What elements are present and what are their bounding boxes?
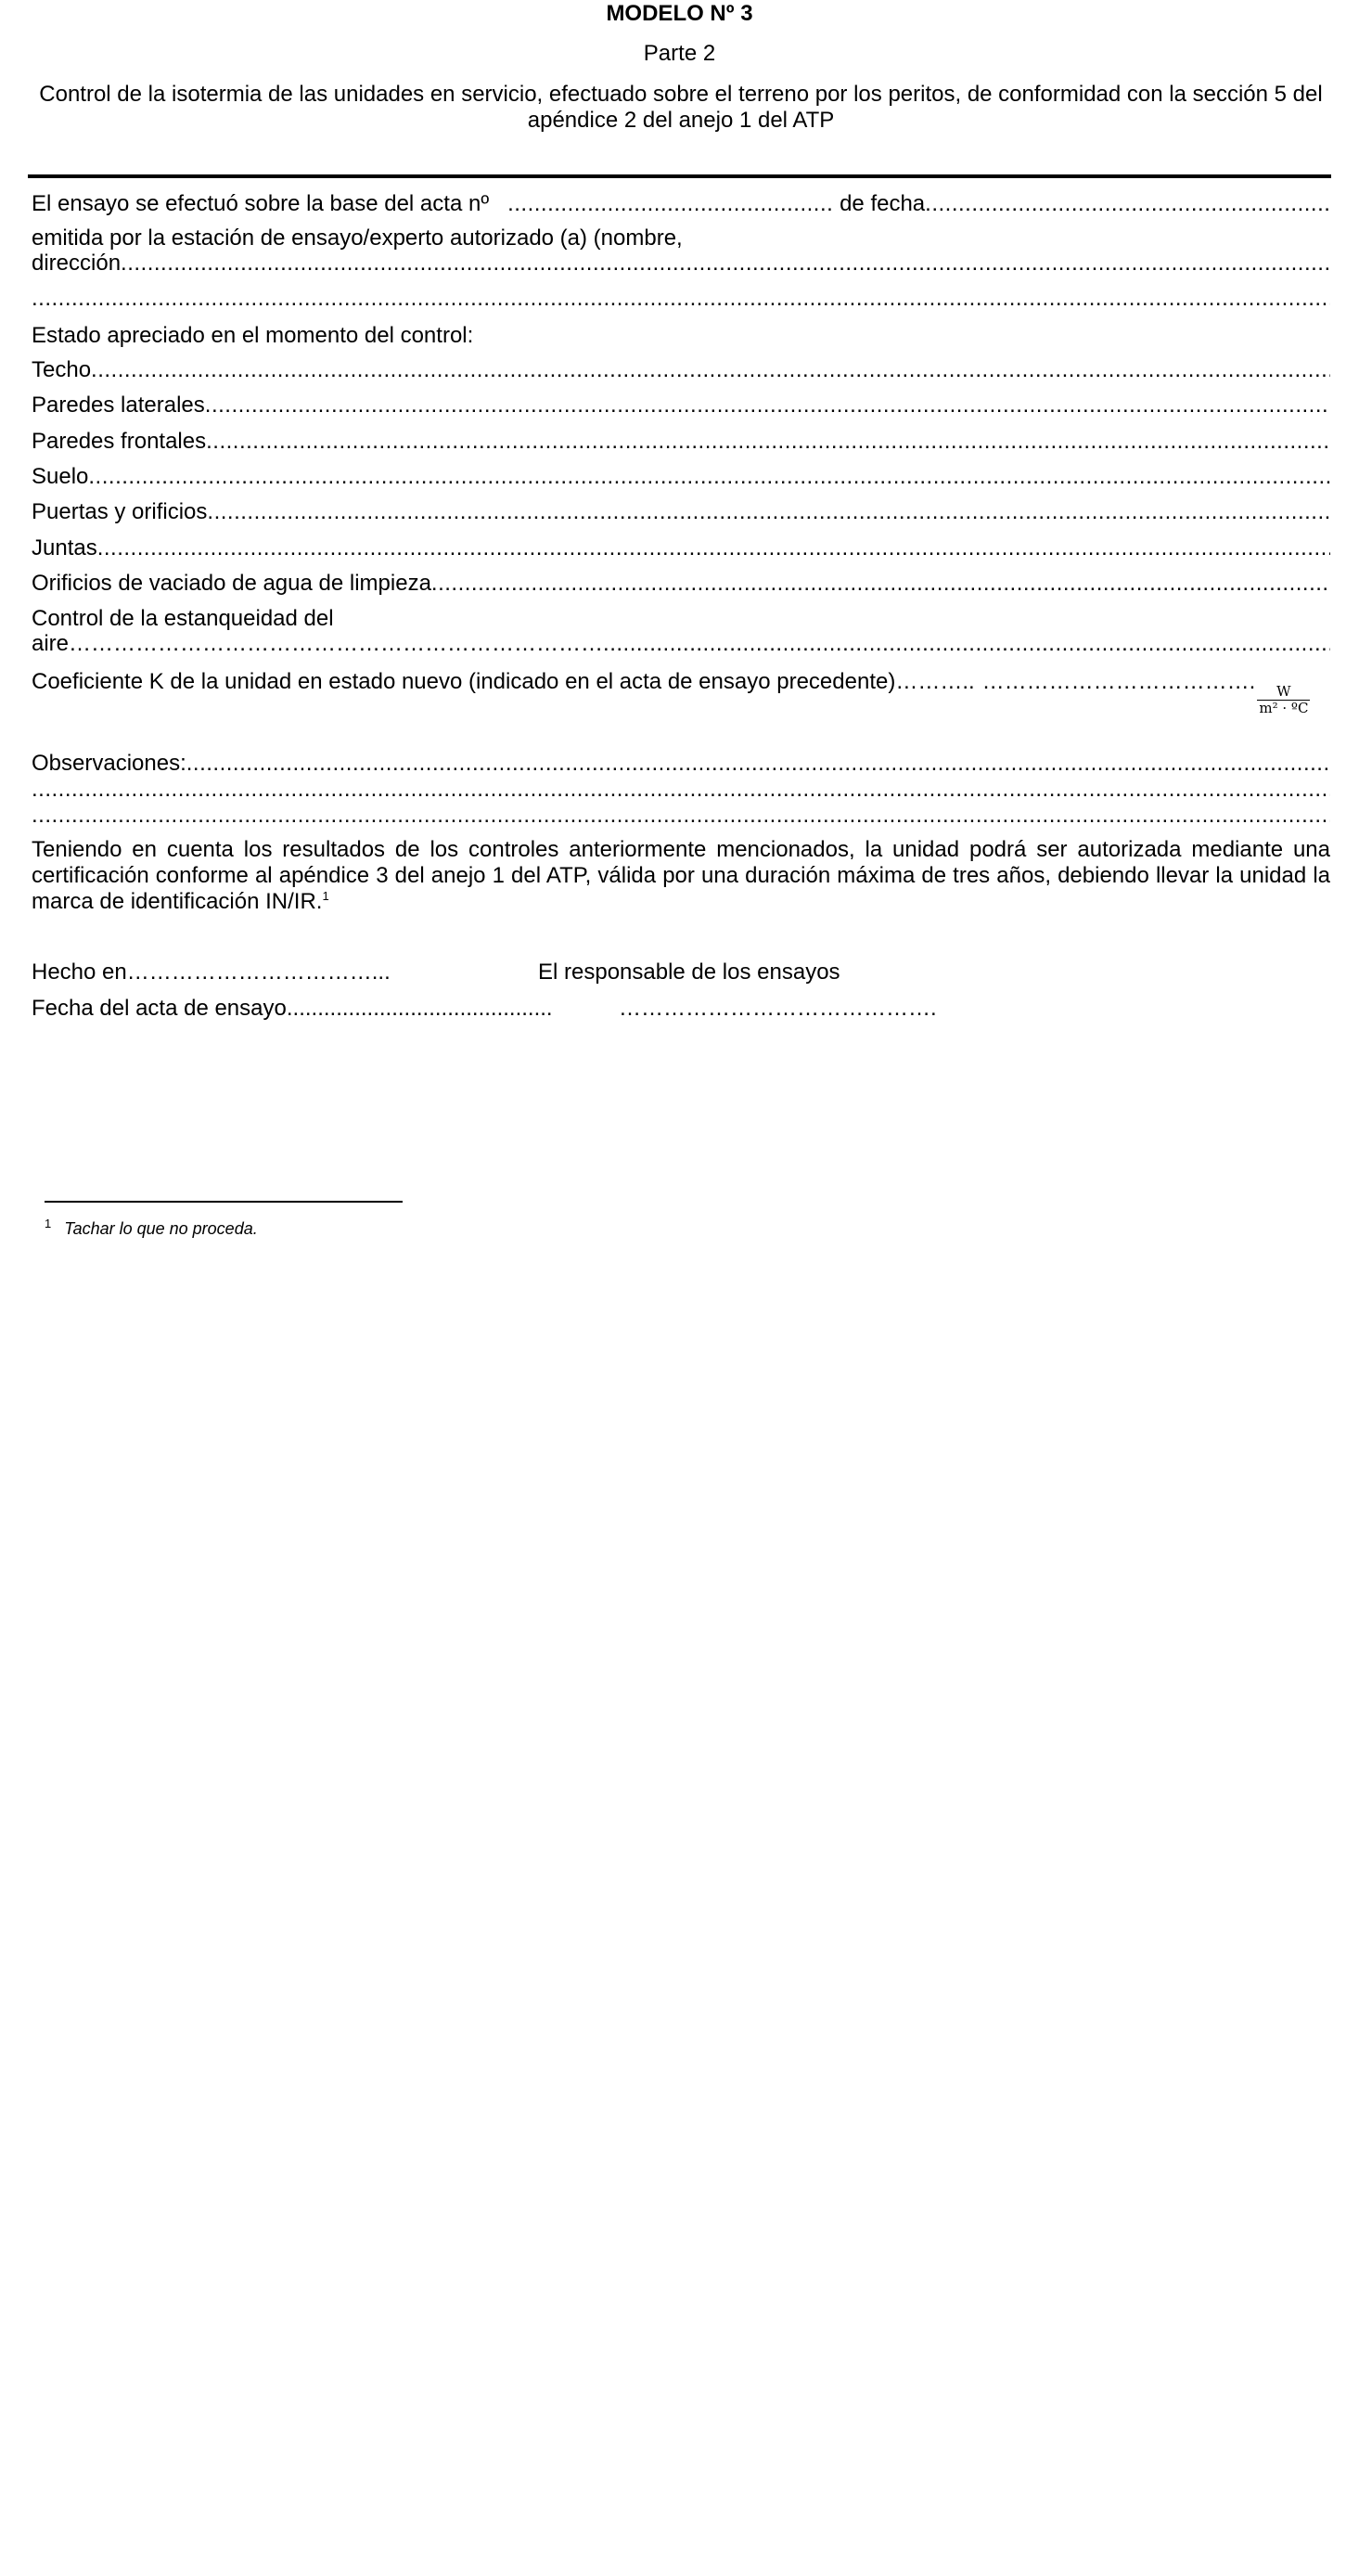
direccion-field-2[interactable] (32, 285, 1330, 313)
firma-field[interactable]: ……………………………………. (619, 996, 937, 1021)
paredes-frontales-field[interactable] (206, 428, 1330, 456)
document-intro: Control de la isotermia de las unidades en servicio, efectuado sobre el terreno por los peritos, de conformidad con la sección 5 del apéndice 2 del anejo 1 del ATP (39, 82, 1323, 133)
document-title: MODELO Nº 3 (606, 1, 753, 26)
estanqueidad-label: Control de la estanqueidad del (32, 606, 334, 631)
field-row-paredes-laterales (32, 392, 1330, 419)
document-subtitle: Parte 2 (643, 41, 716, 66)
hecho-field[interactable]: ……………………………... (126, 960, 391, 985)
observaciones-label: Observaciones: (32, 751, 186, 776)
fecha-acta-field[interactable]: ........................................... (286, 996, 553, 1021)
field-row-suelo (32, 463, 1330, 491)
coeficiente-field[interactable]: ………………………………. (981, 669, 1256, 694)
direccion-field[interactable] (121, 250, 1330, 277)
orificios-vaciado-field[interactable] (431, 570, 1330, 598)
coeficiente-unit (1257, 684, 1310, 716)
techo-field[interactable] (91, 356, 1330, 384)
direccion-row (32, 250, 1330, 277)
suelo-field[interactable] (88, 463, 1330, 491)
unit-numerator: W (1276, 683, 1291, 700)
final-paragraph (32, 837, 1330, 915)
acta-row (32, 190, 1330, 218)
paredes-laterales-field[interactable] (205, 392, 1330, 419)
field-label: Paredes laterales (32, 393, 205, 418)
estanqueidad-label-2: aire (32, 631, 70, 656)
acta-label: El ensayo se efectuó sobre la base del acta nº (32, 191, 490, 216)
estanqueidad-dots: ……………………………………………………………… (69, 631, 604, 656)
fecha-acta-row (32, 995, 553, 1023)
coeficiente-label: Coeficiente K de la unidad en estado nuevo (indicado en el acta de ensayo precedente) (32, 669, 896, 694)
field-row-orificios-vaciado (32, 570, 1330, 598)
field-row-paredes-frontales (32, 428, 1330, 456)
estado-label: Estado apreciado en el momento del control: (32, 323, 474, 348)
footnote-divider (45, 1201, 403, 1203)
footnote-ref: 1 (322, 889, 329, 903)
observaciones-row-3 (32, 802, 1330, 830)
field-label: Juntas (32, 535, 97, 560)
observaciones-row (32, 750, 1330, 778)
observaciones-field-2[interactable] (32, 776, 1330, 804)
estanqueidad-row (32, 630, 1330, 658)
direccion-label: dirección (32, 251, 122, 276)
field-label: Puertas y orificios (32, 499, 208, 524)
field-label: Techo (32, 357, 92, 382)
header-divider (28, 174, 1331, 178)
responsable-label: El responsable de los ensayos (538, 960, 840, 985)
fecha-acta-label: Fecha del acta de ensayo (32, 996, 287, 1021)
estanqueidad-field[interactable] (603, 630, 1330, 658)
coeficiente-dots-1: ……….. (895, 669, 975, 694)
final-text: Teniendo en cuenta los resultados de los controles anteriormente mencionados, la unidad podrá ser autorizada mediante una certificación conforme al apéndice 3 del anejo 1 del ATP, válida por una duración máxima de tres años, debiendo llevar la unidad la marca de identificación IN/IR. (32, 837, 1330, 914)
acta-number-field[interactable] (507, 190, 834, 218)
observaciones-row-2 (32, 776, 1330, 804)
fecha-label: de fecha (840, 191, 926, 216)
coeficiente-row (32, 668, 1330, 716)
direccion-continuation-row (32, 285, 1330, 313)
hecho-row (32, 959, 391, 986)
puertas-field[interactable] (207, 498, 1330, 526)
juntas-field[interactable] (97, 535, 1330, 562)
observaciones-field[interactable] (186, 750, 1330, 778)
footnote (45, 1214, 258, 1239)
unit-denominator: m² · ºC (1259, 700, 1309, 716)
field-row-juntas (32, 535, 1330, 562)
field-row-techo (32, 356, 1330, 384)
observaciones-field-3[interactable] (32, 802, 1330, 830)
field-label: Paredes frontales (32, 429, 207, 454)
field-label: Suelo (32, 464, 89, 489)
footnote-text: Tachar lo que no proceda. (64, 1219, 258, 1238)
emitida-label: emitida por la estación de ensayo/experto autorizado (a) (nombre, (32, 225, 683, 251)
footnote-number: 1 (45, 1217, 52, 1230)
field-label: Orificios de vaciado de agua de limpieza (32, 571, 431, 596)
hecho-label: Hecho en (32, 960, 127, 985)
fecha-field[interactable] (925, 190, 1330, 218)
field-row-puertas (32, 498, 1330, 526)
